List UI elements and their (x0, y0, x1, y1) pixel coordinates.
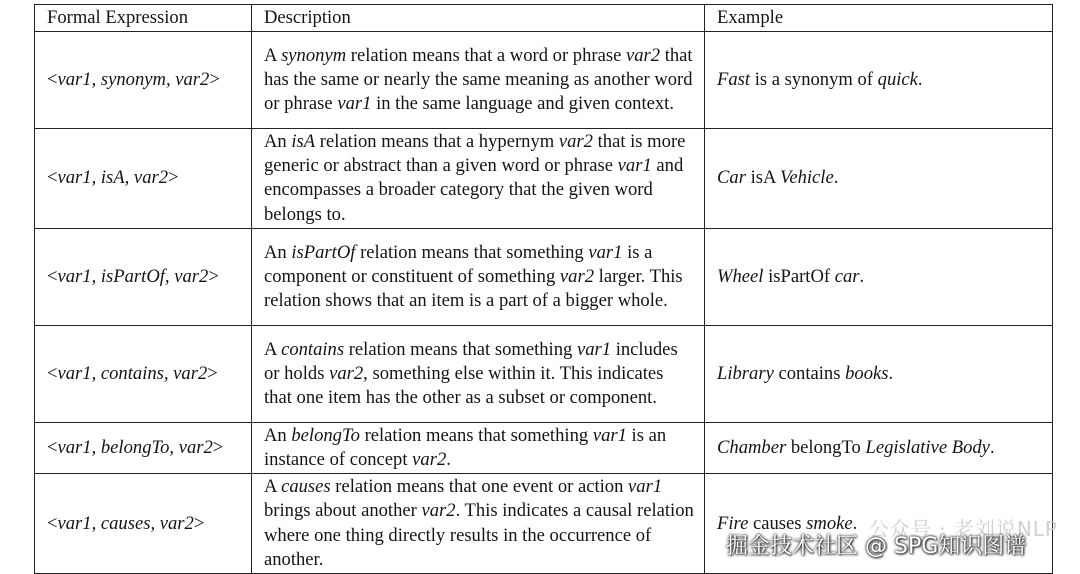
italic-term: synonym (281, 44, 347, 66)
example-cell: Car isA Vehicle. (705, 129, 1053, 229)
header-description: Description (252, 5, 705, 32)
table-row (35, 474, 1053, 574)
example-cell: Library contains books. (705, 325, 1053, 422)
italic-term: var2 (329, 362, 364, 384)
table-row (35, 32, 1053, 129)
description-cell: A synonym relation means that a word or phrase var2 that has the same or nearly the same meaning as another word or phrase var1 in the same language and given context. (252, 32, 705, 129)
italic-term: Fast (717, 68, 751, 90)
italic-term: books (845, 362, 889, 384)
italic-term: var1 (628, 476, 663, 498)
description-cell: An isA relation means that a hypernym var2 that is more generic or abstract than a given word or phrase var1 and encompasses a broader category that the given word belongs to. (252, 129, 705, 229)
italic-term: Legislative Body (865, 436, 990, 458)
italic-term: var1 (337, 93, 372, 115)
italic-term: isA (291, 131, 316, 152)
expression-text: var1, belongTo, var2 (57, 436, 213, 458)
italic-term: contains (281, 338, 345, 360)
italic-term: belongTo (291, 424, 360, 446)
example-cell: Chamber belongTo Legislative Body. (705, 422, 1053, 473)
description-cell: A contains relation means that something var1 includes or holds var2, something else within it. This indicates that one item has the other as a subset or component. (252, 325, 705, 422)
italic-term: var2 (559, 265, 594, 287)
header-row (35, 5, 1053, 32)
table-row (35, 129, 1053, 229)
example-cell: Fire causes smoke. (705, 474, 1053, 574)
italic-term: Wheel (717, 265, 764, 287)
formal-expression-cell: <var1, isPartOf, var2> (35, 228, 252, 325)
italic-term: Car (717, 167, 746, 189)
italic-term: Fire (717, 512, 749, 534)
formal-expression-cell: <var1, causes, var2> (35, 474, 252, 574)
italic-term: var1 (576, 338, 612, 360)
italic-term: var2 (412, 449, 447, 471)
relation-table (34, 4, 1053, 574)
table-row (35, 228, 1053, 325)
description-cell: An isPartOf relation means that something var1 is a component or constituent of something var2 larger. This relation shows that an item is a part of a bigger whole. (252, 228, 705, 325)
expression-text: var1, isPartOf, var2 (57, 265, 209, 287)
italic-term: quick (877, 68, 918, 90)
description-cell: An belongTo relation means that something var1 is an instance of concept var2. (252, 422, 705, 473)
description-cell: A causes relation means that one event or action var1 brings about another var2. This indicates a causal relation where one thing directly results in the occurrence of another. (252, 474, 705, 574)
expression-text: var1, causes, var2 (57, 512, 194, 534)
table-row (35, 325, 1053, 422)
italic-term: var2 (421, 500, 456, 522)
italic-term: var1 (617, 155, 652, 177)
expression-text: var1, contains, var2 (57, 362, 208, 384)
italic-term: smoke (806, 512, 853, 534)
expression-text: var1, synonym, var2 (57, 68, 210, 90)
formal-expression-cell: <var1, synonym, var2> (35, 32, 252, 129)
formal-expression-cell: <var1, contains, var2> (35, 325, 252, 422)
formal-expression-cell: <var1, belongTo, var2> (35, 422, 252, 473)
italic-term: var2 (558, 131, 593, 152)
italic-term: causes (281, 476, 331, 498)
example-cell: Wheel isPartOf car. (705, 228, 1053, 325)
italic-term: isPartOf (291, 241, 356, 263)
italic-term: var2 (625, 44, 661, 66)
header-formal-expression: Formal Expression (35, 5, 252, 32)
italic-term: Chamber (717, 436, 787, 458)
expression-text: var1, isA, var2 (57, 167, 169, 189)
watermark-source: 掘金技术社区 @ SPG知识图谱 (726, 534, 1027, 559)
header-example: Example (705, 5, 1053, 32)
italic-term: var1 (592, 424, 627, 446)
table-row (35, 422, 1053, 473)
formal-expression-cell: <var1, isA, var2> (35, 129, 252, 229)
italic-term: car (834, 265, 860, 287)
italic-term: Vehicle (780, 167, 834, 189)
example-cell: Fast is a synonym of quick. (705, 32, 1053, 129)
italic-term: Library (717, 362, 774, 384)
italic-term: var1 (588, 241, 623, 263)
watermark-account: 公众号 · 老刘说NLP (868, 517, 1058, 541)
